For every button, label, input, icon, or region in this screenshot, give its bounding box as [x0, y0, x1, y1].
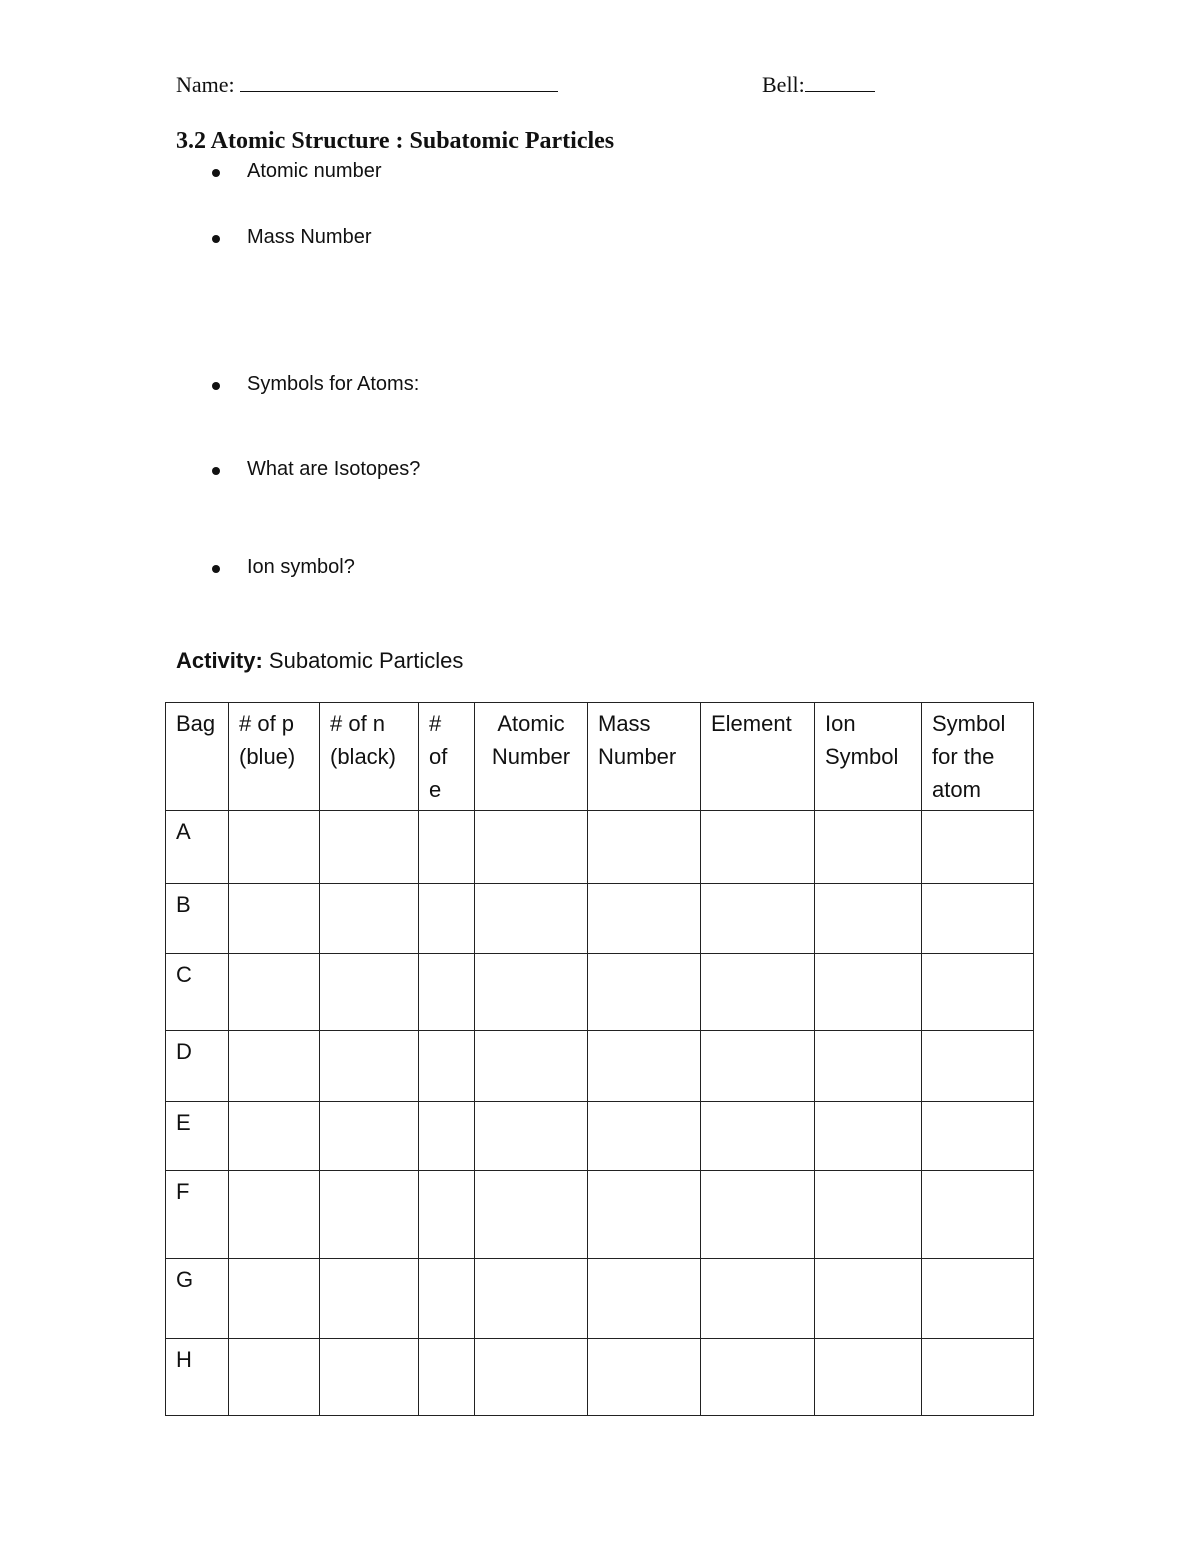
table-cell[interactable] [475, 1259, 588, 1339]
table-cell[interactable] [229, 1259, 320, 1339]
table-cell[interactable] [815, 1259, 922, 1339]
table-row [166, 954, 1034, 1031]
table-cell[interactable] [419, 1339, 475, 1416]
bullet-icon [212, 467, 220, 475]
table-cell[interactable] [588, 1339, 701, 1416]
table-cell[interactable] [588, 1259, 701, 1339]
table-cell[interactable] [588, 1031, 701, 1102]
table-cell[interactable] [815, 1339, 922, 1416]
table-cell[interactable] [701, 1339, 815, 1416]
table-cell[interactable] [701, 1031, 815, 1102]
table-cell[interactable] [320, 1031, 419, 1102]
table-cell[interactable] [229, 1102, 320, 1171]
activity-text: Subatomic Particles [268, 648, 464, 673]
particles-table [165, 702, 1034, 1416]
table-cell[interactable] [475, 1102, 588, 1171]
table-cell[interactable] [701, 954, 815, 1031]
bag-label: H [166, 1339, 229, 1416]
column-header: Symbol for the atom [922, 703, 1034, 811]
bag-label: A [166, 811, 229, 884]
table-row [166, 1171, 1034, 1259]
table-cell[interactable] [701, 1259, 815, 1339]
table-cell[interactable] [229, 1339, 320, 1416]
table-cell[interactable] [815, 811, 922, 884]
table-cell[interactable] [922, 954, 1034, 1031]
table-row [166, 1031, 1034, 1102]
column-header: Element [701, 703, 815, 811]
table-cell[interactable] [320, 1259, 419, 1339]
table-cell[interactable] [320, 884, 419, 954]
name-label: Name: [176, 72, 235, 97]
table-cell[interactable] [419, 1031, 475, 1102]
bag-label: F [166, 1171, 229, 1259]
bell-blank[interactable] [805, 73, 875, 92]
table-cell[interactable] [701, 884, 815, 954]
table-cell[interactable] [320, 954, 419, 1031]
table-cell[interactable] [419, 884, 475, 954]
column-header: # of p (blue) [229, 703, 320, 811]
table-cell[interactable] [922, 811, 1034, 884]
table-cell[interactable] [475, 1031, 588, 1102]
column-header: # of n (black) [320, 703, 419, 811]
table-cell[interactable] [475, 1171, 588, 1259]
table-cell[interactable] [419, 954, 475, 1031]
activity-heading [176, 648, 463, 674]
table-row [166, 884, 1034, 954]
table-cell[interactable] [588, 884, 701, 954]
table-cell[interactable] [229, 811, 320, 884]
table-row [166, 1102, 1034, 1171]
column-header: Atomic Number [475, 703, 588, 811]
name-line [176, 72, 558, 98]
table-cell[interactable] [229, 954, 320, 1031]
table-cell[interactable] [475, 884, 588, 954]
bag-label: E [166, 1102, 229, 1171]
bag-label: G [166, 1259, 229, 1339]
list-item-label: Ion symbol? [247, 556, 355, 578]
table-cell[interactable] [701, 1171, 815, 1259]
table-cell[interactable] [815, 1031, 922, 1102]
bullet-icon [212, 382, 220, 390]
table-cell[interactable] [475, 811, 588, 884]
table-cell[interactable] [475, 954, 588, 1031]
table-cell[interactable] [419, 811, 475, 884]
bullet-icon [212, 235, 220, 243]
column-header: Mass Number [588, 703, 701, 811]
table-cell[interactable] [419, 1259, 475, 1339]
page-title: 3.2 Atomic Structure : Subatomic Particles [176, 128, 615, 154]
table-cell[interactable] [320, 1171, 419, 1259]
table-cell[interactable] [475, 1339, 588, 1416]
bag-label: D [166, 1031, 229, 1102]
table-cell[interactable] [922, 1259, 1034, 1339]
table-cell[interactable] [922, 1031, 1034, 1102]
table-cell[interactable] [815, 1102, 922, 1171]
bullet-icon [212, 565, 220, 573]
table-cell[interactable] [701, 811, 815, 884]
table-cell[interactable] [419, 1102, 475, 1171]
table-cell[interactable] [588, 954, 701, 1031]
table-cell[interactable] [922, 1102, 1034, 1171]
table-cell[interactable] [815, 1171, 922, 1259]
table-cell[interactable] [229, 1171, 320, 1259]
table-cell[interactable] [320, 811, 419, 884]
table-cell[interactable] [320, 1339, 419, 1416]
column-header: Ion Symbol [815, 703, 922, 811]
column-header: # of e [419, 703, 475, 811]
column-header: Bag [166, 703, 229, 811]
table-cell[interactable] [815, 884, 922, 954]
table-cell[interactable] [922, 1171, 1034, 1259]
table-row [166, 811, 1034, 884]
table-cell[interactable] [815, 954, 922, 1031]
table-cell[interactable] [229, 1031, 320, 1102]
table-cell[interactable] [922, 884, 1034, 954]
table-header-row [166, 703, 1034, 811]
table-cell[interactable] [419, 1171, 475, 1259]
list-item-label: Symbols for Atoms: [247, 373, 420, 395]
bell-label: Bell: [762, 72, 805, 97]
table-row [166, 1339, 1034, 1416]
table-cell[interactable] [588, 1102, 701, 1171]
table-cell[interactable] [922, 1339, 1034, 1416]
activity-label: Activity: [176, 648, 263, 673]
bag-label: C [166, 954, 229, 1031]
bell-line [762, 72, 875, 98]
list-item-label: Atomic number [247, 160, 382, 182]
table-cell[interactable] [229, 884, 320, 954]
bag-label: B [166, 884, 229, 954]
list-item-label: Mass Number [247, 226, 372, 248]
table-row [166, 1259, 1034, 1339]
list-item-label: What are Isotopes? [247, 458, 421, 480]
table-cell[interactable] [588, 811, 701, 884]
table-cell[interactable] [701, 1102, 815, 1171]
table-cell[interactable] [320, 1102, 419, 1171]
bullet-icon [212, 169, 220, 177]
name-blank[interactable] [240, 73, 558, 92]
table-cell[interactable] [588, 1171, 701, 1259]
